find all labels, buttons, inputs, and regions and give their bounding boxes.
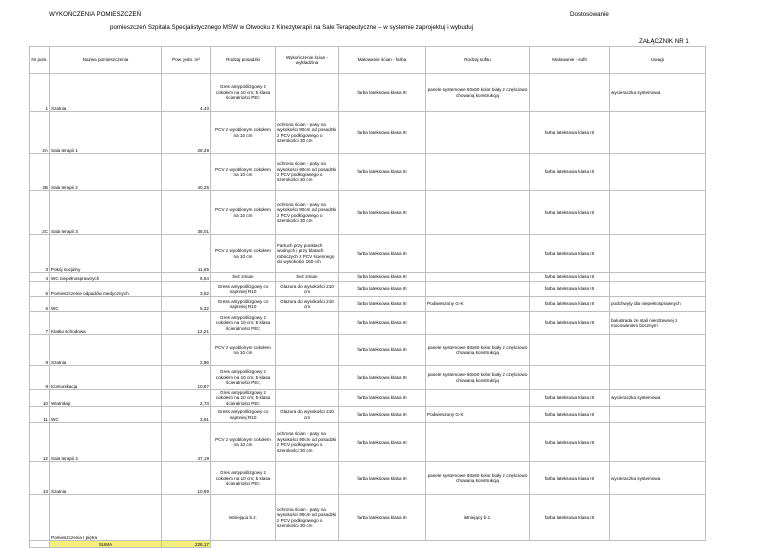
cell-floor: Gress antypoślizgowy co najmniej R10 <box>211 407 276 423</box>
cell-area: 12,21 <box>162 312 211 335</box>
cell-lp: 12 <box>30 423 50 462</box>
cell-notes <box>610 423 706 462</box>
cell-notes <box>610 273 706 282</box>
cell-name: Klatka schodowa <box>50 312 162 335</box>
cell-ceiling-paint: farba lateksowa klasa III <box>530 112 610 154</box>
col-header-lp: Nr pom. <box>30 47 50 74</box>
cell-ceiling-paint: farba lateksowa klasa III <box>530 407 610 423</box>
cell-notes <box>610 154 706 191</box>
cell-ceiling: Podwieszony G-K <box>426 297 530 312</box>
cell-floor: Gress antypoślizgowy co najmniej R10 <box>211 297 276 312</box>
col-header-name: Nazwa pomieszczenia <box>50 47 162 74</box>
cell-wall-paint: farba lateksowa klasa III <box>339 407 426 423</box>
cell-floor: Gres antypoślizgowy z cokołem na 10 cm; 5 klasa ścieralności PEI; <box>211 312 276 335</box>
table-row <box>30 191 706 235</box>
cell-ceiling <box>426 112 530 154</box>
cell-notes <box>610 235 706 273</box>
cell-floor: PCV z wyoblonym cokołem na 10 cm <box>211 112 276 154</box>
cell-area: 40,25 <box>162 154 211 191</box>
cell-name: Sala terapii 1 <box>50 112 162 154</box>
cell-notes <box>610 191 706 235</box>
cell-wall-finish: Glazura do wysokości 210 cm <box>276 282 339 297</box>
cell-name: Wiatrołap <box>50 390 162 407</box>
cell-wall-finish: ochrona ścian - pasy na wysokości 90cm od posadzki z PCV podłogowego o szerokości 30 cm <box>276 112 339 154</box>
cell-area: 10,67 <box>162 366 211 390</box>
cell-notes: wycieraczka systemowa <box>610 390 706 407</box>
document-title: WYKOŃCZENIA POMIESZCZEŃ <box>49 11 142 18</box>
cell-area: 4,43 <box>162 74 211 112</box>
cell-lp: 4 <box>30 273 50 282</box>
cell-wall-paint: farba lateksowa klasa III <box>339 390 426 407</box>
cell-lp: 5 <box>30 282 50 297</box>
cell-lp: 9 <box>30 366 50 390</box>
cell-area: 29,29 <box>162 112 211 154</box>
cell-floor: PCV z wyoblonym cokołem na 10 cm <box>211 335 276 366</box>
cell-area: 3,61 <box>162 407 211 423</box>
cell-area: 35,01 <box>162 191 211 235</box>
cell-wall-finish: bez zmian <box>276 273 339 282</box>
table-row <box>30 273 706 282</box>
cell-name: Szatnia <box>50 335 162 366</box>
cell-lp: 11 <box>30 407 50 423</box>
cell-ceiling: panele systemowe 60x60 kolor biały z częściowo chowaną konstrukcją <box>426 335 530 366</box>
cell-notes <box>610 366 706 390</box>
cell-wall-paint: farba lateksowa klasa III <box>339 74 426 112</box>
cell-name: WC niepełnosprawnych <box>50 273 162 282</box>
cell-area: 5,22 <box>162 297 211 312</box>
sum-label: SUMA <box>50 541 162 548</box>
cell-name: Sala terapii 2 <box>50 154 162 191</box>
cell-ceiling: panele systemowe 60x60 kolor biały z częściowo chowaną konstrukcją <box>426 462 530 495</box>
cell-wall-paint: farba lateksowa klasa III <box>339 335 426 366</box>
col-header-notes: Uwagi <box>610 47 706 74</box>
cell-floor: PCV z wyoblonym cokołem na 10 cm <box>211 154 276 191</box>
cell-wall-paint: farba lateksowa klasa III <box>339 297 426 312</box>
table-row <box>30 390 706 407</box>
cell-floor: PCV z wyoblonym cokołem na 10 cm <box>211 235 276 273</box>
cell-ceiling-paint: farba lateksowa klasa III <box>530 273 610 282</box>
cell-lp: 13 <box>30 462 50 495</box>
cell-name: Szatnia <box>50 462 162 495</box>
cell-area: 2,96 <box>162 335 211 366</box>
cell-notes <box>610 282 706 297</box>
cell-ceiling: istniejący b.z. <box>426 495 530 541</box>
cell-wall-paint: farba lateksowa klasa III <box>339 423 426 462</box>
cell-lp: 2B <box>30 154 50 191</box>
cell-ceiling-paint: farba lateksowa klasa III <box>530 297 610 312</box>
cell-floor: Gres antypoślizgowy z cokołem na 10 cm; 5 klasa ścieralności PEI; <box>211 462 276 495</box>
cell-notes <box>610 112 706 154</box>
cell-ceiling-paint: farba lateksowa klasa III <box>530 495 610 541</box>
cell-floor: PCV z wyoblonym cokołem na 10 cm <box>211 423 276 462</box>
cell-wall-finish: Glazura do wysokości 210 cm <box>276 407 339 423</box>
cell-lp: 2C <box>30 191 50 235</box>
cell-notes <box>610 407 706 423</box>
cell-ceiling-paint: farba lateksowa klasa III <box>530 191 610 235</box>
cell-wall-finish: ochrona ścian - pasy na wysokości 90cm od posadzki z PCV podłogowego o szerokości 30 cm <box>276 191 339 235</box>
cell-floor: PCV z wyoblonym cokołem na 10 cm <box>211 191 276 235</box>
cell-wall-paint: farba lateksowa klasa III <box>339 312 426 335</box>
cell-ceiling <box>426 390 530 407</box>
cell-area: 6,54 <box>162 273 211 282</box>
table-row <box>30 235 706 273</box>
cell-lp: 3 <box>30 235 50 273</box>
cell-ceiling <box>426 282 530 297</box>
cell-name: Pomieszczenia I piętra <box>50 495 162 541</box>
cell-lp: 8 <box>30 335 50 366</box>
cell-wall-paint: farba lateksowa klasa III <box>339 495 426 541</box>
cell-area: 3,52 <box>162 282 211 297</box>
cell-ceiling-paint <box>530 366 610 390</box>
cell-name: WC <box>50 407 162 423</box>
cell-wall-finish <box>276 390 339 407</box>
cell-floor: istniejąca b.z. <box>211 495 276 541</box>
cell-ceiling: panele systemowe 60x60 kolor biały z częściowo chowaną konstrukcją <box>426 74 530 112</box>
cell-wall-paint: farba lateksowa klasa III <box>339 191 426 235</box>
cell-name: Sala terapii 3 <box>50 191 162 235</box>
table-row <box>30 423 706 462</box>
cell-notes <box>610 335 706 366</box>
cell-notes <box>610 495 706 541</box>
cell-wall-finish: ochrona ścian - pasy na wysokości 90cm od posadzki z PCV podłogowego o szerokości 30 cm <box>276 423 339 462</box>
cell-lp: 10 <box>30 390 50 407</box>
table-row <box>30 112 706 154</box>
cell-wall-finish <box>276 74 339 112</box>
cell-area: 2,73 <box>162 390 211 407</box>
cell-wall-finish: Fartuch przy punktach wodnych i przy blatach roboczych z PCV ściennego do wysokości 160 cm <box>276 235 339 273</box>
cell-ceiling-paint: farba lateksowa klasa III <box>530 390 610 407</box>
table-row <box>30 297 706 312</box>
cell-area: 10,89 <box>162 462 211 495</box>
cell-name: Komunikacja <box>50 366 162 390</box>
table-header-row <box>30 47 706 74</box>
cell-ceiling-paint: farba lateksowa klasa III <box>530 235 610 273</box>
cell-lp: 2A <box>30 112 50 154</box>
cell-ceiling-paint: farba lateksowa klasa III <box>530 462 610 495</box>
cell-ceiling: Podwieszony G-K <box>426 407 530 423</box>
table-row <box>30 495 706 541</box>
table-row <box>30 154 706 191</box>
cell-ceiling <box>426 154 530 191</box>
cell-ceiling <box>426 191 530 235</box>
cell-lp <box>30 495 50 541</box>
cell-ceiling-paint: farba lateksowa klasa III <box>530 282 610 297</box>
col-header-floor: Rodzaj posadzki <box>211 47 276 74</box>
cell-floor: Gres antypoślizgowy z cokołem na 10 cm; 5 klasa ścieralności PEI; <box>211 390 276 407</box>
cell-name: WC <box>50 297 162 312</box>
cell-ceiling-paint: farba lateksowa klasa III <box>530 423 610 462</box>
cell-floor: Gress antypoślizgowy co najmniej R10 <box>211 282 276 297</box>
sum-value: 226,17 <box>162 541 211 548</box>
cell-wall-paint: farba lateksowa klasa III <box>339 273 426 282</box>
table-row <box>30 366 706 390</box>
cell-ceiling-paint <box>530 74 610 112</box>
cell-wall-paint: farba lateksowa klasa III <box>339 366 426 390</box>
col-header-wall-finish: Wykończenie ścian - wykładzina <box>276 47 339 74</box>
table-row <box>30 407 706 423</box>
cell-wall-finish: ochrona ścian - pasy na wysokości 90cm od posadzki z PCV podłogowego o szerokości 30 cm <box>276 495 339 541</box>
sum-row <box>30 541 706 548</box>
table-body <box>30 74 706 548</box>
cell-area: 11,65 <box>162 235 211 273</box>
cell-wall-paint: farba lateksowa klasa III <box>339 112 426 154</box>
cell-wall-finish <box>276 462 339 495</box>
cell-floor: Gres antypoślizgowy z cokołem na 10 cm; 5 klasa ścieralności PEI; <box>211 74 276 112</box>
table-row <box>30 74 706 112</box>
cell-wall-paint: farba lateksowa klasa III <box>339 282 426 297</box>
table-row <box>30 282 706 297</box>
cell-notes: wycieraczka systemowa <box>610 74 706 112</box>
cell-ceiling <box>426 423 530 462</box>
cell-notes: podchwyty dla niepełnosprawnych <box>610 297 706 312</box>
cell-floor: Gres antypoślizgowy z cokołem na 10 cm; 5 klasa ścieralności PEI; <box>211 366 276 390</box>
cell-ceiling <box>426 312 530 335</box>
document-subtitle: pomieszczeń Szpitala Specjalistycznego MSW w Otwocku z Kinezyterapii na Sale Terapeutyczne – w systemie zaprojektuj i wybuduj <box>110 24 474 31</box>
col-header-wall-paint: Malowanie ścian - farba <box>339 47 426 74</box>
cell-wall-paint: farba lateksowa klasa III <box>339 462 426 495</box>
cell-lp: 7 <box>30 312 50 335</box>
cell-wall-finish <box>276 335 339 366</box>
cell-lp: 6 <box>30 297 50 312</box>
document-status: Dostosowanie <box>570 11 609 18</box>
cell-ceiling-paint: farba lateksowa klasa III <box>530 154 610 191</box>
col-header-ceiling: Rodzaj sufitu <box>426 47 530 74</box>
table-row <box>30 462 706 495</box>
table-row <box>30 312 706 335</box>
cell-ceiling <box>426 235 530 273</box>
cell-area <box>162 495 211 541</box>
cell-lp: 1 <box>30 74 50 112</box>
col-header-ceiling-paint: Malowanie - sufit <box>530 47 610 74</box>
table-row <box>30 335 706 366</box>
cell-wall-finish <box>276 366 339 390</box>
cell-ceiling <box>426 273 530 282</box>
sum-empty-cell <box>30 541 50 548</box>
cell-ceiling-paint: farba lateksowa klasa III <box>530 312 610 335</box>
cell-name: Szatnia <box>50 74 162 112</box>
cell-wall-finish: Glazura do wysokości 210 cm <box>276 297 339 312</box>
col-header-area: Pow. jedn. m² <box>162 47 211 74</box>
cell-name: Pokój socjalny <box>50 235 162 273</box>
cell-wall-paint: farba lateksowa klasa III <box>339 235 426 273</box>
annex-label: ZAŁĄCZNIK NR 1 <box>639 38 689 45</box>
cell-wall-finish <box>276 312 339 335</box>
cell-ceiling-paint <box>530 335 610 366</box>
finishes-table <box>29 46 706 548</box>
cell-wall-paint: farba lateksowa klasa III <box>339 154 426 191</box>
cell-wall-finish: ochrona ścian - pasy na wysokości 90cm od posadzki z PCV podłogowego o szerokości 30 cm <box>276 154 339 191</box>
cell-notes: balustrada ze stali nierdzewnej z mocowaniem bocznym <box>610 312 706 335</box>
cell-ceiling: panele systemowe 60x60 kolor biały z częściowo chowaną konstrukcją <box>426 366 530 390</box>
cell-floor: bez zmian <box>211 273 276 282</box>
cell-name: Sala terapii 4 <box>50 423 162 462</box>
cell-name: Pomieszczenie odpadów medycznych <box>50 282 162 297</box>
cell-notes: wycieraczka systemowa <box>610 462 706 495</box>
cell-area: 47,19 <box>162 423 211 462</box>
